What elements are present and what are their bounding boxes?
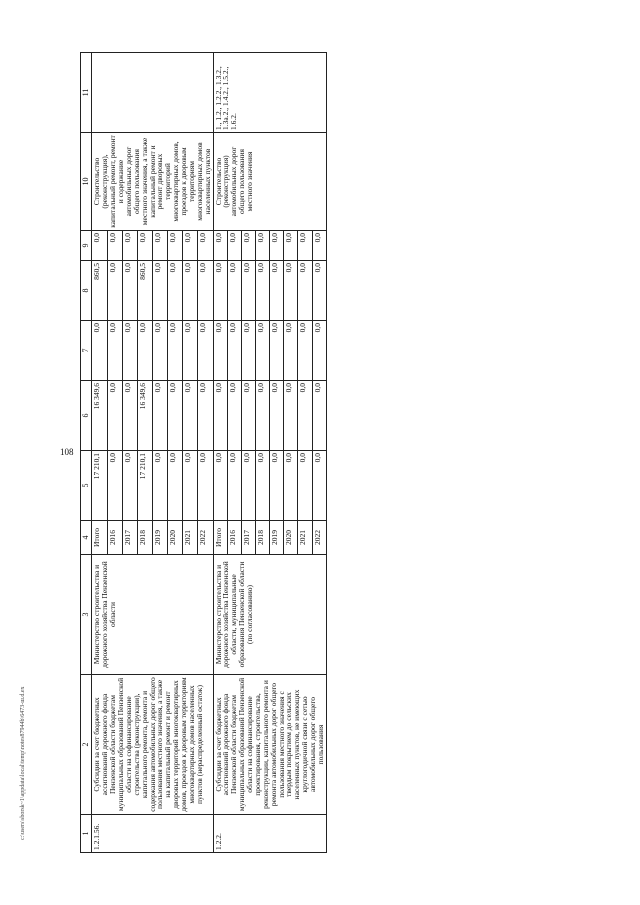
value-cell: 0,0 xyxy=(227,321,241,381)
value-cell: 0,0 xyxy=(198,451,213,521)
header-col-5: 5 xyxy=(81,451,92,521)
row-executor: Министерство строительства и дорожного хозяйства Пензенской области, муниципальные образования Пензенской области (по согласованию) xyxy=(213,555,326,675)
value-cell: 0,0 xyxy=(284,321,298,381)
header-col-4: 4 xyxy=(81,521,92,555)
value-cell: 0,0 xyxy=(107,231,122,261)
value-cell: 860,5 xyxy=(137,261,152,321)
value-cell: 0,0 xyxy=(122,261,137,321)
row-indicators xyxy=(92,53,213,133)
row-code: 1.2.1.56. xyxy=(92,815,213,853)
value-cell: 0,0 xyxy=(255,321,269,381)
value-cell: 0,0 xyxy=(122,451,137,521)
year-cell: 2017 xyxy=(241,521,255,555)
year-cell: 2019 xyxy=(270,521,284,555)
value-cell: 0,0 xyxy=(122,321,137,381)
header-col-8: 8 xyxy=(81,261,92,321)
value-cell: 0,0 xyxy=(198,321,213,381)
row-result: Строительство (реконструкция), капитальный ремонт, ремонт и содержание автомобильных дорог общего пользования местного значения, а также капитальный ремонт и ремонт дворовых территорий многоквартирных домов, проездов к дворовым территориям многоквартирных домов населенных пунктов xyxy=(92,133,213,231)
value-cell: 0,0 xyxy=(92,321,107,381)
year-cell: 2020 xyxy=(284,521,298,555)
value-cell: 0,0 xyxy=(213,231,227,261)
value-cell: 0,0 xyxy=(183,231,198,261)
value-cell: 0,0 xyxy=(168,451,183,521)
value-cell: 17 210,1 xyxy=(92,451,107,521)
program-table xyxy=(80,52,327,853)
value-cell: 0,0 xyxy=(152,261,167,321)
value-cell: 0,0 xyxy=(270,381,284,451)
year-cell: 2022 xyxy=(312,521,326,555)
row-description: Субсидии за счет бюджетных ассигнований дорожного фонда Пензенской области бюджетам муниципальных образований Пензенской области на софинансирование проектирования, строительства, реконструкции, капитального ремонта и ремонта автомобильных дорог общего пользования местного значения с твердым покрытием до сельских населенных пунктов, не имеющих круглогодичной связи с сетью автомобильных дорог общего пользования xyxy=(213,675,326,815)
value-cell: 0,0 xyxy=(137,321,152,381)
value-cell: 0,0 xyxy=(241,261,255,321)
value-cell: 0,0 xyxy=(255,261,269,321)
rotated-table-wrapper xyxy=(80,53,572,853)
value-cell: 0,0 xyxy=(152,321,167,381)
value-cell: 0,0 xyxy=(312,451,326,521)
value-cell: 0,0 xyxy=(183,261,198,321)
table-row xyxy=(92,53,107,853)
value-cell: 0,0 xyxy=(122,381,137,451)
value-cell: 0,0 xyxy=(213,451,227,521)
value-cell: 0,0 xyxy=(183,321,198,381)
value-cell: 0,0 xyxy=(270,231,284,261)
value-cell: 0,0 xyxy=(107,451,122,521)
value-cell: 860,5 xyxy=(92,261,107,321)
header-col-11: 11 xyxy=(81,53,92,133)
value-cell: 0,0 xyxy=(284,381,298,451)
year-cell: Итого xyxy=(92,521,107,555)
value-cell: 0,0 xyxy=(168,381,183,451)
year-cell: 2016 xyxy=(107,521,122,555)
value-cell: 0,0 xyxy=(198,381,213,451)
value-cell: 0,0 xyxy=(213,381,227,451)
row-executor: Министерство строительства и дорожного хозяйства Пензенской области xyxy=(92,555,213,675)
value-cell: 0,0 xyxy=(152,231,167,261)
value-cell: 0,0 xyxy=(270,261,284,321)
value-cell: 0,0 xyxy=(298,231,312,261)
value-cell: 0,0 xyxy=(107,321,122,381)
year-cell: 2016 xyxy=(227,521,241,555)
value-cell: 0,0 xyxy=(241,321,255,381)
value-cell: 0,0 xyxy=(312,231,326,261)
value-cell: 0,0 xyxy=(241,231,255,261)
value-cell: 0,0 xyxy=(255,381,269,451)
value-cell: 0,0 xyxy=(227,261,241,321)
table-row xyxy=(213,53,227,853)
value-cell: 0,0 xyxy=(137,231,152,261)
value-cell: 0,0 xyxy=(255,451,269,521)
value-cell: 0,0 xyxy=(183,381,198,451)
value-cell: 0,0 xyxy=(298,451,312,521)
value-cell: 0,0 xyxy=(107,381,122,451)
value-cell: 0,0 xyxy=(312,381,326,451)
value-cell: 0,0 xyxy=(168,321,183,381)
header-col-3: 3 xyxy=(81,555,92,675)
value-cell: 0,0 xyxy=(270,321,284,381)
year-cell: 2018 xyxy=(255,521,269,555)
value-cell: 0,0 xyxy=(298,261,312,321)
value-cell: 0,0 xyxy=(227,381,241,451)
year-cell: 2021 xyxy=(298,521,312,555)
value-cell: 16 349,6 xyxy=(92,381,107,451)
value-cell: 0,0 xyxy=(284,231,298,261)
row-description: Субсидии за счет бюджетных ассигнований дорожного фонда Пензенской области бюджетам муниципальных образований Пензенской области на софинансирование строительства (реконструкции), капитального ремонта, ремонта и содержания автомобильных дорог общего пользования местного значения, а также на капитальный ремонт и ремонт дворовых территорий многоквартирных домов, проездов к дворовым территориям многоквартирных домов населенных пунктов (нераспределенный остаток) xyxy=(92,675,213,815)
footer-file-path: c:\users\sborsk~1\appdata\local\temp\notes87944b\6473-ш.d.ex xyxy=(20,686,26,840)
header-col-10: 10 xyxy=(81,133,92,231)
year-cell: 2018 xyxy=(137,521,152,555)
value-cell: 0,0 xyxy=(255,231,269,261)
year-cell: 2017 xyxy=(122,521,137,555)
value-cell: 0,0 xyxy=(213,321,227,381)
header-row xyxy=(81,53,92,853)
value-cell: 0,0 xyxy=(284,451,298,521)
row-indicators: 1., 1.2., 1.2.2., 1.3.2., 1.3а.2., 1.4.2., 1.5.2., 1.6.2. xyxy=(213,53,326,133)
year-cell: 2021 xyxy=(183,521,198,555)
year-cell: Итого xyxy=(213,521,227,555)
value-cell: 0,0 xyxy=(152,451,167,521)
value-cell: 0,0 xyxy=(312,261,326,321)
header-col-2: 2 xyxy=(81,675,92,815)
header-col-1: 1 xyxy=(81,815,92,853)
value-cell: 0,0 xyxy=(284,261,298,321)
value-cell: 0,0 xyxy=(298,381,312,451)
header-col-9: 9 xyxy=(81,231,92,261)
year-cell: 2022 xyxy=(198,521,213,555)
value-cell: 0,0 xyxy=(213,261,227,321)
value-cell: 0,0 xyxy=(183,451,198,521)
row-code: 1.2.2. xyxy=(213,815,326,853)
value-cell: 0,0 xyxy=(122,231,137,261)
value-cell: 0,0 xyxy=(92,231,107,261)
value-cell: 0,0 xyxy=(227,451,241,521)
value-cell: 0,0 xyxy=(241,451,255,521)
value-cell: 0,0 xyxy=(152,381,167,451)
value-cell: 0,0 xyxy=(107,261,122,321)
value-cell: 16 349,6 xyxy=(137,381,152,451)
value-cell: 0,0 xyxy=(227,231,241,261)
value-cell: 0,0 xyxy=(198,261,213,321)
year-cell: 2019 xyxy=(152,521,167,555)
value-cell: 0,0 xyxy=(198,231,213,261)
value-cell: 0,0 xyxy=(298,321,312,381)
value-cell: 0,0 xyxy=(241,381,255,451)
header-col-7: 7 xyxy=(81,321,92,381)
year-cell: 2020 xyxy=(168,521,183,555)
value-cell: 0,0 xyxy=(168,261,183,321)
value-cell: 17 210,1 xyxy=(137,451,152,521)
value-cell: 0,0 xyxy=(270,451,284,521)
header-col-6: 6 xyxy=(81,381,92,451)
row-result: Строительство (реконструкция) автомобильных дорог общего пользования местного значения xyxy=(213,133,326,231)
value-cell: 0,0 xyxy=(312,321,326,381)
value-cell: 0,0 xyxy=(168,231,183,261)
page-number: 108 xyxy=(60,447,74,457)
